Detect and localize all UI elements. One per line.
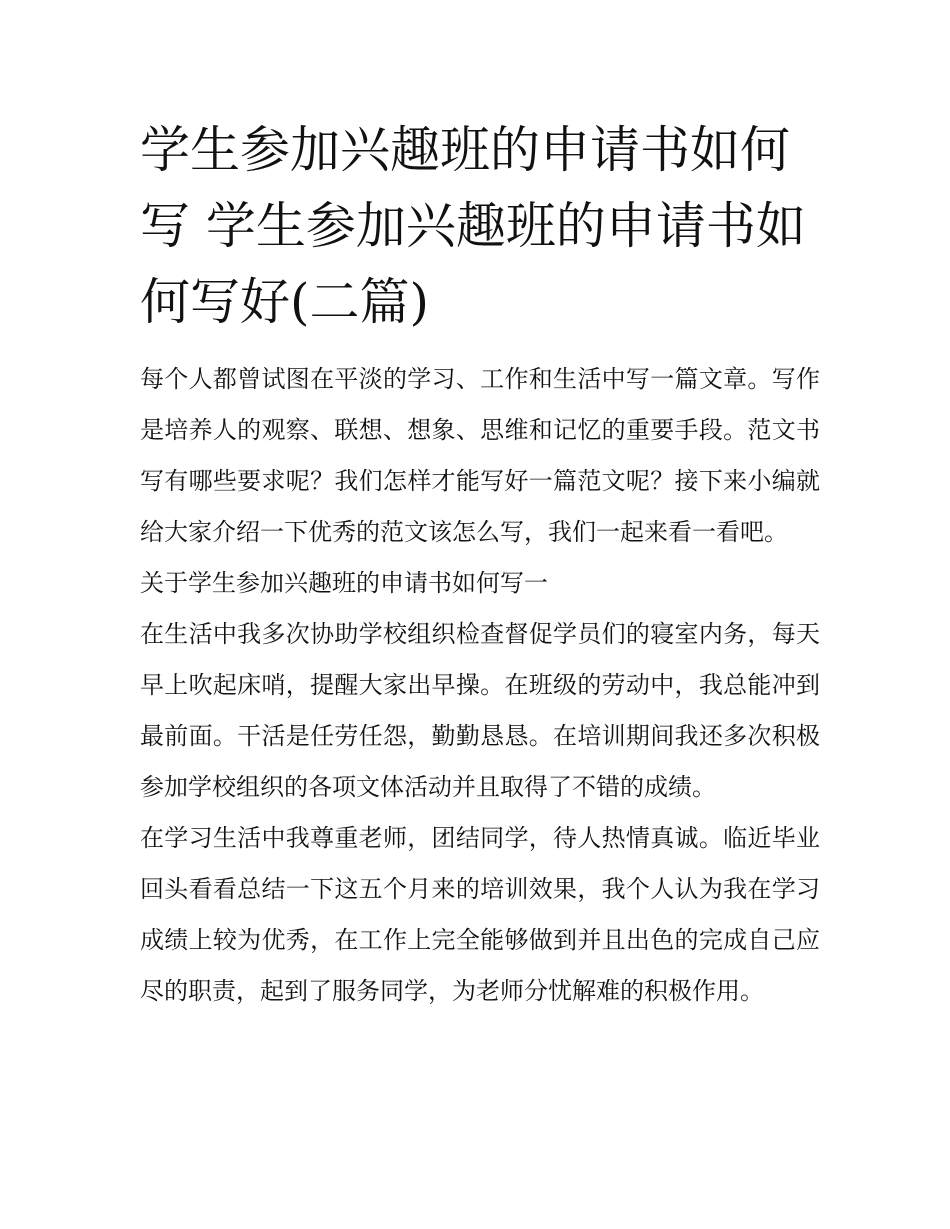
intro-paragraph: 每个人都曾试图在平淡的学习、工作和生活中写一篇文章。写作是培养人的观察、联想、想象、思维和记忆的重要手段。范文书写有哪些要求呢？我们怎样才能写好一篇范文呢？接下来小编就给大家介绍一下优秀的范文该怎么写，我们一起来看一看吧。 — [140, 365, 820, 546]
body-paragraph: 在学习生活中我尊重老师，团结同学，待人热情真诚。临近毕业回头看看总结一下这五个月来的培训效果，我个人认为我在学习成绩上较为优秀，在工作上完全能够做到并且出色的完成自己应尽的职责，起到了服务同学，为老师分忧解难的积极作用。 — [140, 824, 820, 1005]
document-title: 学生参加兴趣班的申请书如何写 学生参加兴趣班的申请书如何写好(二篇) — [140, 121, 806, 331]
section-heading: 关于学生参加兴趣班的申请书如何写一 — [140, 569, 548, 597]
document-body — [140, 354, 820, 1017]
body-paragraph: 在生活中我多次协助学校组织检查督促学员们的寝室内务，每天早上吹起床哨，提醒大家出早操。在班级的劳动中，我总能冲到最前面。干活是任劳任怨，勤勤恳恳。在培训期间我还多次积极参加学校组织的各项文体活动并且取得了不错的成绩。 — [140, 620, 820, 801]
